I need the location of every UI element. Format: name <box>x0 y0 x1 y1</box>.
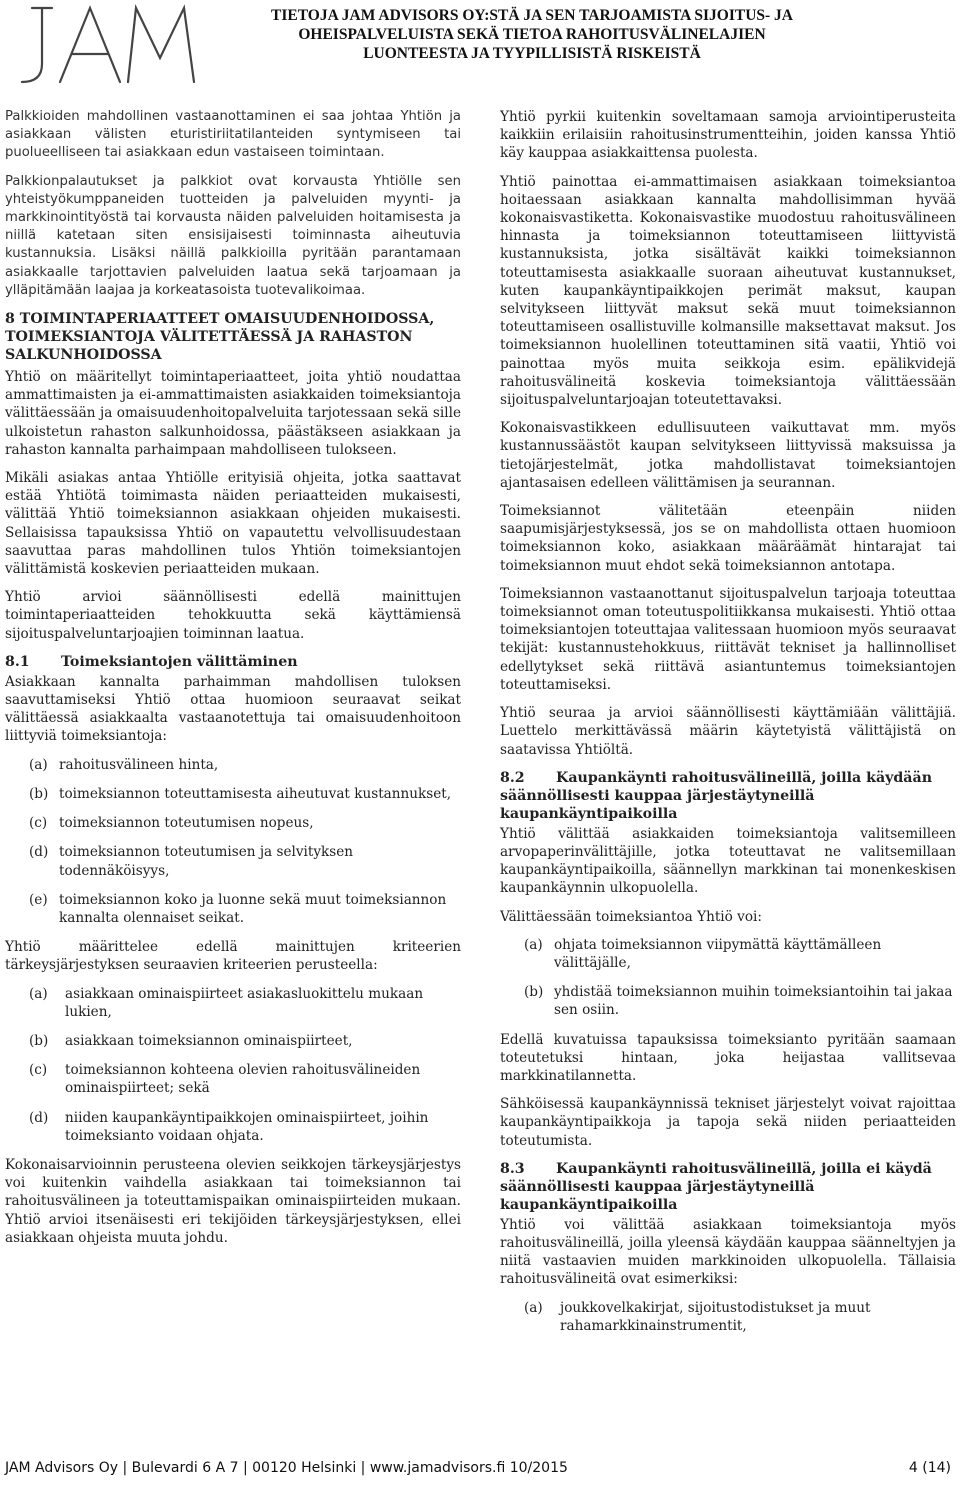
document-title <box>222 6 842 63</box>
title-line: LUONTEESTA JA TYYPILLISISTÄ RISKEISTÄ <box>363 45 701 62</box>
section-title: Toimeksiantojen välittäminen <box>61 653 298 670</box>
section-title: Kaupankäynti rahoitusvälineillä, joilla ei käydä säännöllisesti kauppaa järjestäytyneillä kaupankäyntipaikoilla <box>500 1160 932 1213</box>
paragraph: Yhtiö välittää asiakkaiden toimeksiantoja valitsemilleen arvopaperinvälittäjille, jotka toteuttavat ne valitsemillaan kaupankäyntipaikoilla, säännellyn markkinan tai monenkeskisen kaupankäynnin ulkopuolella. <box>500 825 956 897</box>
paragraph: Yhtiö arvioi säännöllisesti edellä mainittujen toimintaperiaatteiden tehokkuutta sekä käyttämiensä sijoituspalveluntarjoajien toiminnan laatua. <box>5 589 461 642</box>
section-8-2-heading <box>500 769 956 823</box>
paragraph: Mikäli asiakas antaa Yhtiölle erityisiä ohjeita, jotka saattavat estää Yhtiötä toimimasta näiden periaatteiden mukaisesti, välittää Yhtiö toimeksiannon asiakkaan ohjeiden mukaisesti. Sellaisissa tapauksissa Yhtiö on vapautettu velvollisuudestaan saavuttaa paras mahdollinen tulos Yhtiön toimeksiantojen välittämistä koskevien periaatteiden mukaan. <box>5 470 461 578</box>
list-marker: (b) <box>29 785 49 802</box>
paragraph: Palkkioiden mahdollinen vastaanottaminen ei saa johtaa Yhtiön ja asiakkaan välisten eturistiriitatilanteiden syntymiseen tai puolueelliseen tai asiakkaan edun vastaiseen toimintaan. <box>5 109 461 161</box>
paragraph: Yhtiö määrittelee edellä mainittujen kriteerien tärkeysjärjestyksen seuraavien kriteerien perusteella: <box>5 939 461 974</box>
list-marker: (b) <box>29 1032 49 1049</box>
criteria-list <box>5 756 461 927</box>
section-8-heading: 8 TOIMINTAPERIAATTEET OMAISUUDENHOIDOSSA, TOIMEKSIANTOJA VÄLITETTÄESSÄ JA RAHASTON SALKUNHOIDOSSA <box>5 311 435 364</box>
list-text: niiden kaupankäyntipaikkojen ominaispiirteet, joihin toimeksianto voidaan ohjata. <box>65 1109 429 1144</box>
list-item <box>5 891 461 927</box>
list-text: yhdistää toimeksiannon muihin toimeksiantoihin tai jakaa sen osiin. <box>554 984 953 1019</box>
right-column <box>500 108 956 1346</box>
paragraph: Asiakkaan kannalta parhaimman mahdollisen tuloksen saavuttamiseksi Yhtiö ottaa huomioon seuraavat seikat välittäessä asiakkaalta vastaanotettuja tai omaisuudenhoitoon liittyviä toimeksiantoja: <box>5 673 461 745</box>
paragraph: Palkkionpalautukset ja palkkiot ovat korvausta Yhtiölle sen yhteistyökumppaneiden tuotteiden ja palveluiden myynti- ja markkinointityöstä tai korvausta näiden palveluiden hoitamisesta ja niillä katetaan siten ensisijaisesti toiminnasta aiheutuvia kustannuksia. Lisäksi näillä palkkioilla pyritään parantamaan asiakkaalle tarjottavien palveluiden laatua sekä tarjoamaan ja ylläpitämään laajaa ja korkeatasoista tuotevalikoimaa. <box>5 173 461 298</box>
list-text: joukkovelkakirjat, sijoitustodistukset ja muut rahamarkkinainstrumentit, <box>560 1299 871 1334</box>
page-footer <box>5 1460 953 1476</box>
paragraph: Toimeksiannot välitetään eteenpäin niiden saapumisjärjestyksessä, jos se on mahdollista ottaen huomioon toimeksiannon koko, asiakkaan määräämät hintarajat tai toimeksiannon muut ehdot sekä toimeksiannon antotapa. <box>500 503 956 574</box>
list-marker: (b) <box>524 984 544 1001</box>
list-item <box>5 1032 461 1050</box>
paragraph: Sähköisessä kaupankäynnissä tekniset järjestelyt voivat rajoittaa kaupankäyntipaikkoja ja tapoja sekä niiden periaatteiden toteutumista. <box>500 1096 956 1149</box>
list-item <box>5 843 461 879</box>
paragraph: Yhtiö voi välittää asiakkaan toimeksiantoja myös rahoitusvälineillä, joilla yleensä käydään kauppaa säänneltyjen ja niitä vastaavien muiden markkinoiden ulkopuolella. Tällaisia rahoitusvälineitä ovat esimerkiksi: <box>500 1216 956 1288</box>
list-text: asiakkaan toimeksiannon ominaispiirteet, <box>65 1032 353 1049</box>
paragraph: Kokonaisarvioinnin perusteena olevien seikkojen tärkeysjärjestys voi kuitenkin vaihdella asiakkaan tai toimeksiannon tai rahoitusvälineen ja toteuttamispaikan ominaispiirteiden mukaan. Yhtiö arvioi itsenäisesti eri tekijöiden tärkeysjärjestyksen, ellei asiakkaan ohjeista muuta johdu. <box>5 1156 461 1246</box>
list-marker: (d) <box>29 844 49 861</box>
jam-logo <box>8 2 208 88</box>
paragraph: Välittäessään toimeksiantoa Yhtiö voi: <box>500 908 762 925</box>
list-item <box>5 1109 461 1145</box>
list-marker: (e) <box>29 891 48 908</box>
list-text: ohjata toimeksiannon viipymättä käyttämälleen välittäjälle, <box>554 936 882 971</box>
list-text: toimeksiannon toteutumisen ja selvityksen todennäköisyys, <box>59 844 354 879</box>
section-number: 8.3 <box>500 1160 525 1177</box>
list-marker: (c) <box>29 815 48 832</box>
instrument-examples-list <box>500 1299 956 1335</box>
list-item <box>500 936 956 972</box>
section-number: 8.1 <box>5 653 30 670</box>
list-text: toimeksiannon koko ja luonne sekä muut toimeksiannon kannalta olennaiset seikat. <box>59 891 447 926</box>
list-item <box>500 983 956 1019</box>
paragraph: Yhtiö painottaa ei-ammattimaisen asiakkaan toimeksiantoa hoitaessaan asiakkaan kannalta mahdollisimman hyvää kokonaisvastiketta. Kokonaisvastike muodostuu rahoitusvälineen hinnasta ja toimeksiannon toteuttamiseen liittyvistä kustannuksista, jotka sisältävät kaikki toimeksiannon toteuttamisesta asiakkaalle suoraan aiheutuvat kustannukset, kuten kaupankäyntipaikkojen perimät maksut, kaupan selvitykseen liittyvät maksut sekä muut toimeksiannon toteuttamiseen osallistuville kolmansille maksettavat maksut. Jos toimeksiannon huolellinen toteuttaminen sitä vaatii, Yhtiö voi painottaa myös muita seikkoja esim. epälikvidejä rahoitusvälineitä koskevia toimeksiantoja välittäessään sijoituspalveluntarjoajan toteutettavaksi. <box>500 173 956 409</box>
list-marker: (a) <box>29 985 48 1002</box>
paragraph: Yhtiö pyrkii kuitenkin soveltamaan samoja arviointiperusteita kaikkiin erilaisiin rahoitusinstrumentteihin, joiden kanssa Yhtiö käy kauppaa asiakkaittensa puolesta. <box>500 109 956 162</box>
page-header <box>0 0 960 88</box>
list-text: asiakkaan ominaispiirteet asiakasluokittelu mukaan lukien, <box>65 985 424 1020</box>
forwarding-list <box>500 936 956 1020</box>
section-8-1-heading <box>5 653 461 671</box>
title-line: OHEISPALVELUISTA SEKÄ TIETOA RAHOITUSVÄLINELAJIEN <box>298 26 766 43</box>
list-item <box>5 814 461 832</box>
list-marker: (c) <box>29 1062 48 1079</box>
list-marker: (a) <box>29 756 48 773</box>
list-text: toimeksiannon kohteena olevien rahoitusvälineiden ominaispiirteet; sekä <box>65 1062 421 1097</box>
list-marker: (a) <box>524 936 543 953</box>
list-text: toimeksiannon toteuttamisesta aiheutuvat kustannukset, <box>59 785 452 802</box>
list-item <box>5 985 461 1021</box>
section-title: Kaupankäynti rahoitusvälineillä, joilla käydään säännöllisesti kauppaa järjestäytyneillä kaupankäyntipaikoilla <box>500 769 933 822</box>
list-text: rahoitusvälineen hinta, <box>59 756 219 773</box>
paragraph: Toimeksiannon vastaanottanut sijoituspalvelun tarjoaja toteuttaa toimeksiannot oman toteutuspolitiikkansa mukaisesti. Yhtiö ottaa toimeksiantojen toteuttajaa valitessaan huomioon myös seuraavat tekijät: kustannustehokkuus, riittävät tekniset ja hallinnolliset edellytykset sekä riittävä asiantuntemus toimeksiantojen toteuttamiseksi. <box>500 585 956 693</box>
list-item <box>5 756 461 774</box>
paragraph: Yhtiö on määritellyt toimintaperiaatteet, joita yhtiö noudattaa ammattimaisten ja ei-ammattimaisten asiakkaiden toimeksiantoja välittäessään ja omaisuudenhoitopalveluita tarjotessaan sekä sille ulkoistetun rahaston salkunhoidossa, päästäkseen asiakkaan ja rahaston kannalta parhaimpaan mahdolliseen tulokseen. <box>5 369 461 458</box>
priority-criteria-list <box>5 985 461 1145</box>
list-text: toimeksiannon toteutumisen nopeus, <box>59 815 314 832</box>
list-item <box>500 1299 956 1335</box>
section-8-3-heading <box>500 1160 956 1214</box>
page-number: 4 (14) <box>908 1460 951 1476</box>
section-number: 8.2 <box>500 769 525 786</box>
list-marker: (d) <box>29 1109 49 1126</box>
title-line: TIETOJA JAM ADVISORS OY:STÄ JA SEN TARJOAMISTA SIJOITUS- JA <box>271 7 793 24</box>
left-column <box>5 108 461 1257</box>
paragraph: Kokonaisvastikkeen edullisuuteen vaikuttavat mm. myös kustannussäästöt kaupan selvitykseen liittyvissä maksuissa ja tietojärjestelmät, jotka mahdollistavat toimeksiantojen ajantasaisen edelleen välittämisen ja seurannan. <box>500 420 956 491</box>
list-item <box>5 785 461 803</box>
list-marker: (a) <box>524 1299 543 1316</box>
company-address: JAM Advisors Oy | Bulevardi 6 A 7 | 00120 Helsinki | www.jamadvisors.fi 10/2015 <box>5 1460 568 1476</box>
list-item <box>5 1061 461 1097</box>
paragraph: Yhtiö seuraa ja arvioi säännöllisesti käyttämiään välittäjiä. Luettelo merkittävässä määrin käytetyistä välittäjistä on saatavissa Yhtiöltä. <box>500 705 956 758</box>
paragraph: Edellä kuvatuissa tapauksissa toimeksianto pyritään saamaan toteutetuksi hintaan, joka heijastaa vallitsevaa markkinatilannetta. <box>500 1031 956 1084</box>
